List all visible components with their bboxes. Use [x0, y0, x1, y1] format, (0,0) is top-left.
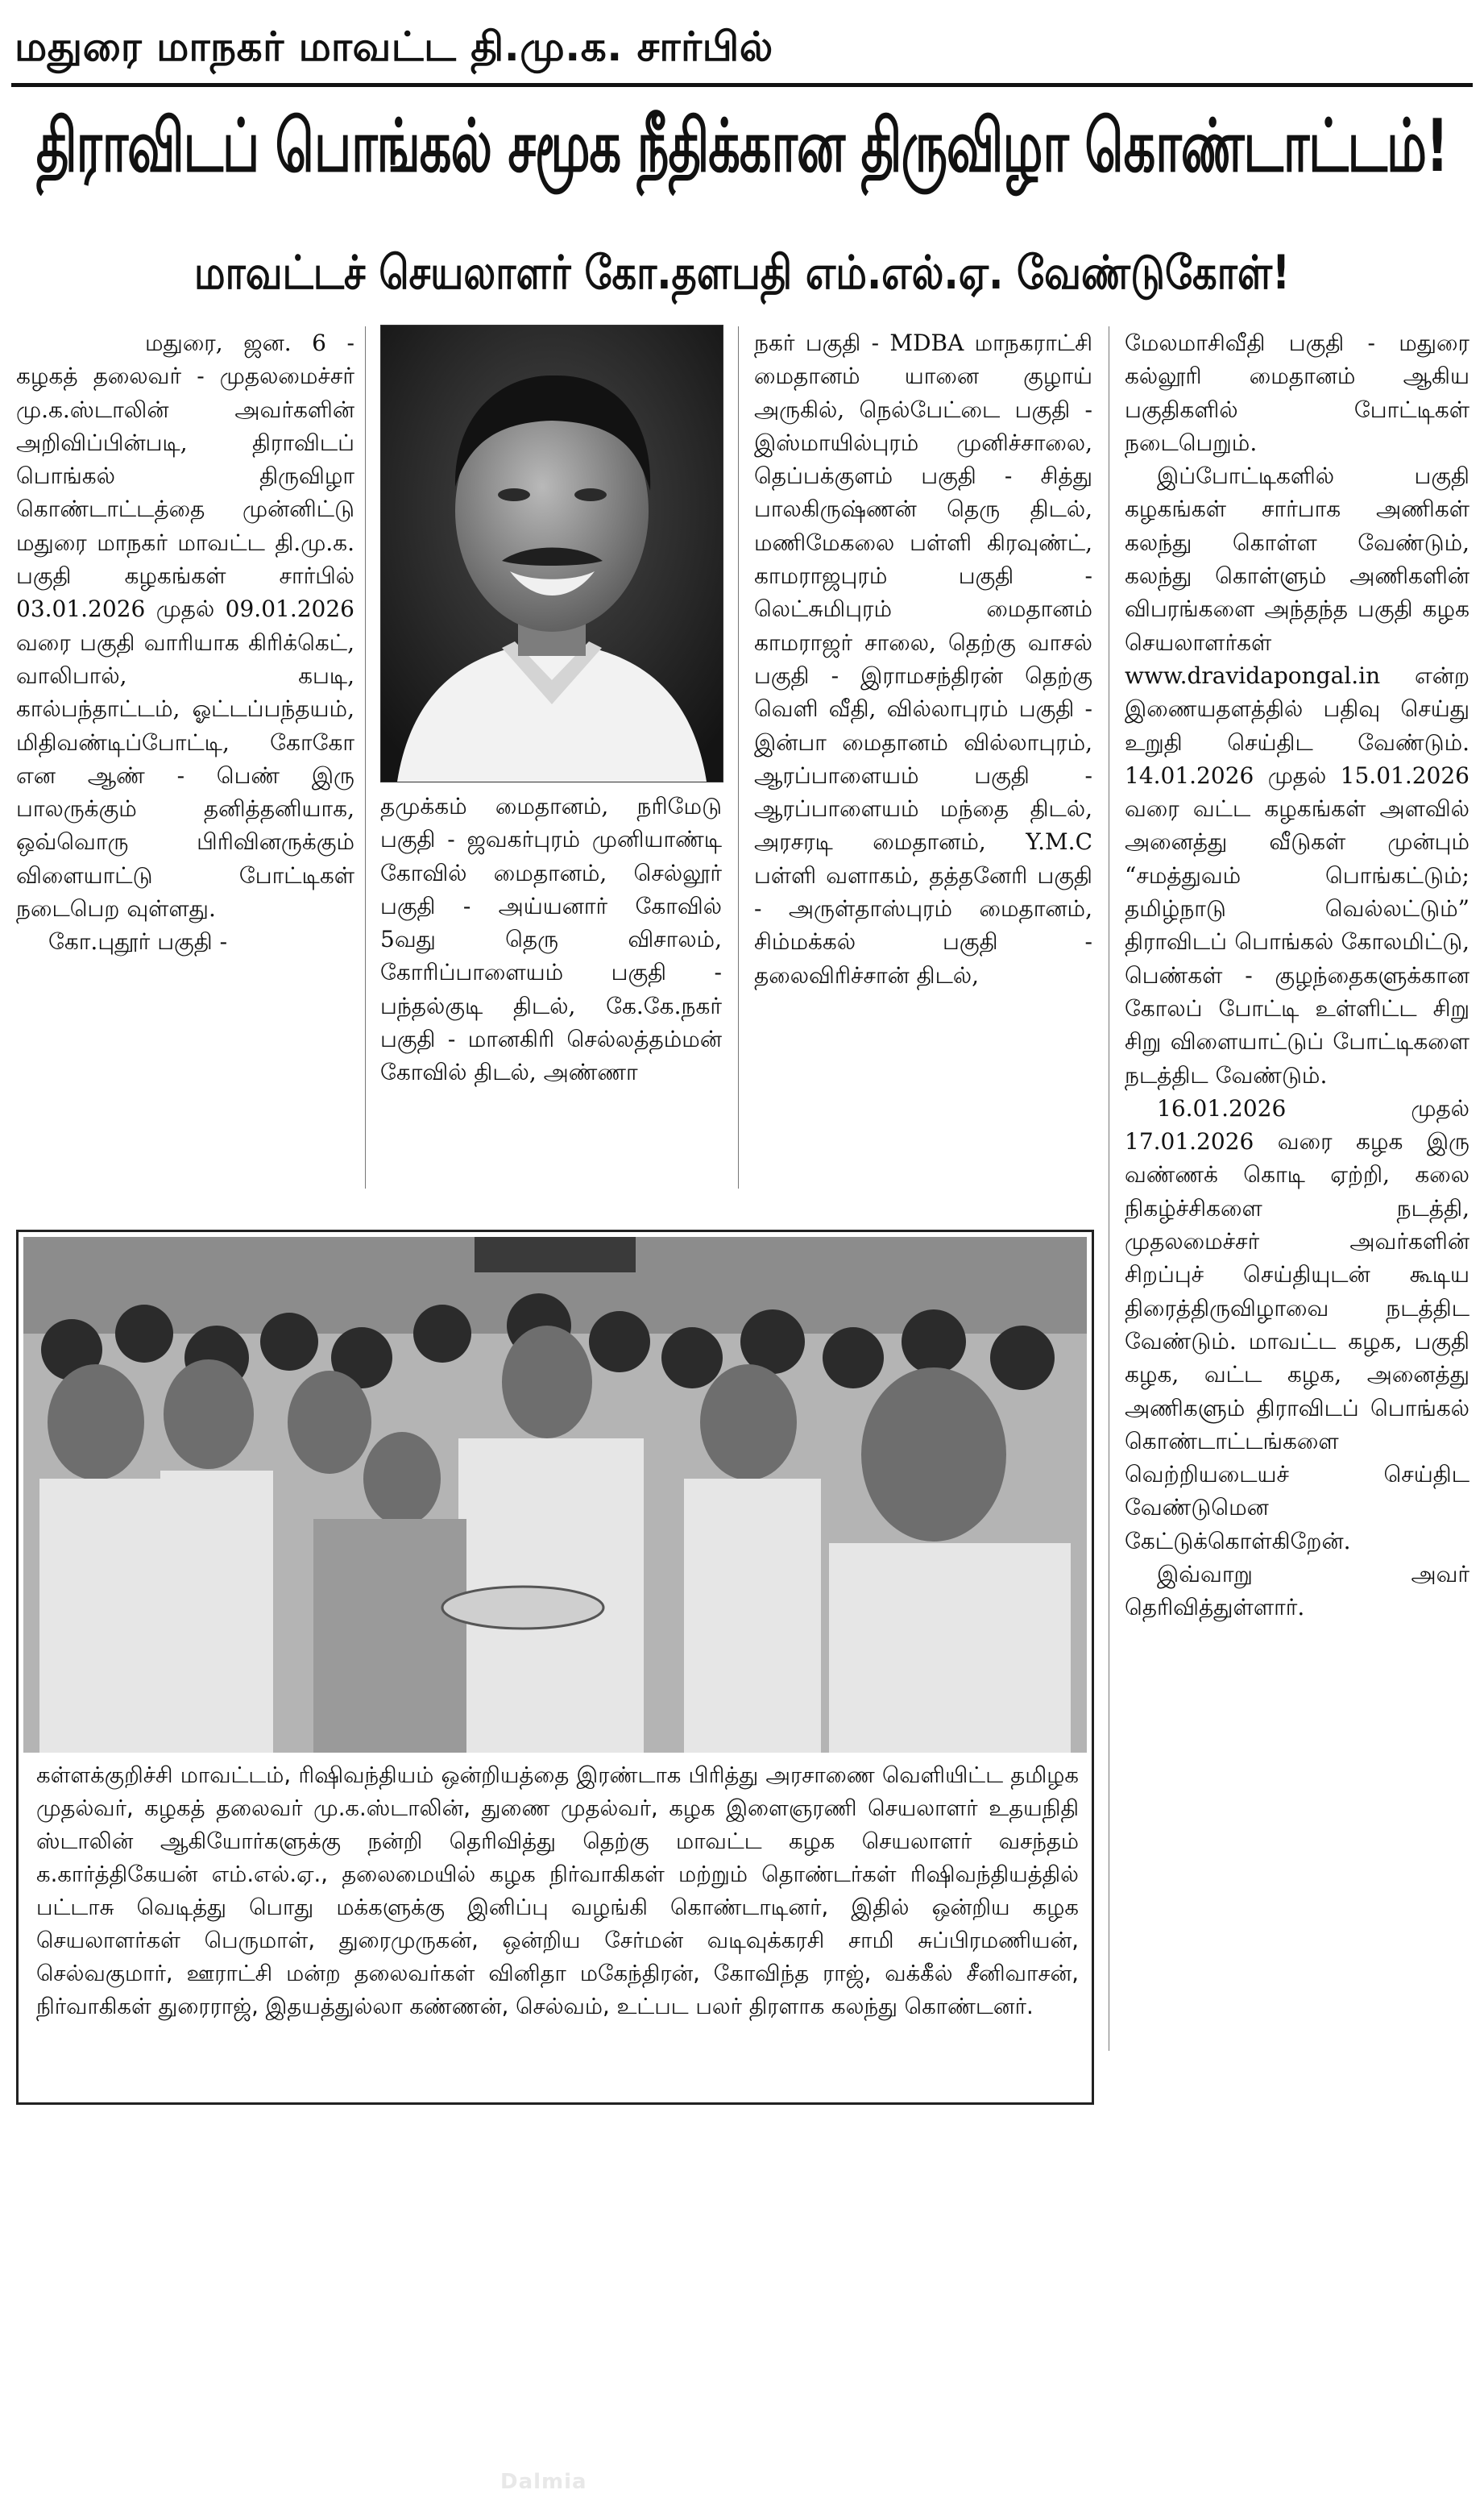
article-column-3 — [754, 326, 1092, 1197]
kicker-title: மதுரை மாநகர் மாவட்ட தி.மு.க. சார்பில் — [15, 23, 773, 70]
column-divider — [738, 326, 739, 1189]
article-paragraph: மதுரை, ஜன. 6 - கழகத் தலைவர் - முதலமைச்சர் மு.க.ஸ்டாலின் அவர்களின் அறிவிப்பின்படி, திராவிடப் பொங்கல் திருவிழா கொண்டாட்டத்தை முன்னிட்டு மதுரை மாநகர் மாவட்ட தி.மு.க. பகுதி கழகங்கள் சார்பில் 03.01.2026 முதல் 09.01.2026 வரை பகுதி வாரியாக கிரிக்கெட், வாலிபால், கபடி, கால்பந்தாட்டம், ஓட்டப்பந்தயம், மிதிவண்டிப்போட்டி, கோகோ என ஆண் - பெண் இரு பாலருக்கும் தனித்தனியாக, ஒவ்வொரு பிரிவினருக்கும் விளையாட்டு போட்டிகள் நடைபெற வுள்ளது. — [16, 330, 354, 923]
group-photo — [23, 1237, 1087, 1753]
photo-caption: கள்ளக்குறிச்சி மாவட்டம், ரிஷிவந்தியம் ஒன்றியத்தை இரண்டாக பிரித்து அரசாணை வெளியிட்ட தமிழக முதல்வர், கழகத் தலைவர் மு.க.ஸ்டாலின், துணை முதல்வர், கழக இளைஞரணி செயலாளர் உதயநிதி ஸ்டாலின் ஆகியோர்களுக்கு நன்றி தெரிவித்து தெற்கு மாவட்ட கழக செயலாளர் வசந்தம் க.கார்த்திகேயன் எம்.எல்.ஏ., தலைமையில் கழக நிர்வாகிகள் மற்றும் தொண்டர்கள் ரிஷிவந்தியத்தில் பட்டாசு வெடித்து பொது மக்களுக்கு இனிப்பு வழங்கி கொண்டாடினர், இதில் ஒன்றிய கழக செயலாளர்கள் பெருமாள், துரைமுருகன், ஒன்றிய சேர்மன் வடிவுக்கரசி சாமி சுப்பிரமணியன், செல்வகுமார், ஊராட்சி மன்ற தலைவர்கள் வினிதா மகேந்திரன், கோவிந்த ராஜ், வக்கீல் சீனிவாசன், நிர்வாகிகள் துரைராஜ், இதயத்துல்லா கண்ணன், செல்வம், உட்பட பலர் திரளாக கலந்து கொண்டனர். — [36, 1762, 1079, 2019]
portrait-illustration — [381, 326, 723, 782]
headline: திராவிடப் பொங்கல் சமூக நீதிக்கான திருவிழா கொண்டாட்டம்! — [35, 103, 1449, 189]
article-sign-off: இவ்வாறு அவர் தெரிவித்துள்ளார். — [1125, 1560, 1469, 1621]
article-paragraph: மேலமாசிவீதி பகுதி - மதுரை கல்லூரி மைதானம் ஆகிய பகுதிகளில் போட்டிகள் நடைபெறும். — [1125, 330, 1469, 456]
article-column-4 — [1125, 326, 1469, 2067]
article-column-1 — [16, 326, 354, 1197]
group-photo-box — [16, 1230, 1094, 2494]
article-paragraph: தமுக்கம் மைதானம், நரிமேடு பகுதி - ஜவகர்புரம் முனியாண்டி கோவில் மைதானம், செல்லூர் பகுதி - அய்யனார் கோவில் 5வது தெரு விசாலம், கோரிப்பாளையம் பகுதி - பந்தல்குடி திடல், கே.கே.நகர் பகுதி - மானகிரி செல்லத்தம்மன் கோவில் திடல், அண்ணா — [380, 793, 722, 1086]
subheadline: மாவட்டச் செயலாளர் கோ.தளபதி எம்.எல்.ஏ. வேண்டுகோள்! — [193, 246, 1291, 301]
article-paragraph: இப்போட்டிகளில் பகுதி கழகங்கள் சார்பாக அணிகள் கலந்து கொள்ள வேண்டும், கலந்து கொள்ளும் அணிகளின் விபரங்களை அந்தந்த பகுதி கழக செயலாளர்கள் www.dravidapongal.in என்ற இணையதளத்தில் பதிவு செய்து உறுதி செய்திட வேண்டும். 14.01.2026 முதல் 15.01.2026 வரை வட்ட கழகங்கள் அளவில் அனைத்து வீடுகள் முன்பும் “சமத்துவம் பொங்கட்டும்; தமிழ்நாடு வெல்லட்டும்” திராவிடப் பொங்கல் கோலமிட்டு, பெண்கள் - குழந்தைகளுக்கான கோலப் போட்டி உள்ளிட்ட சிறு சிறு விளையாட்டுப் போட்டிகளை நடத்திட வேண்டும். — [1125, 463, 1469, 1089]
portrait-photo — [380, 325, 723, 782]
crowd-illustration — [23, 1237, 1087, 1753]
column-divider — [365, 326, 366, 1189]
shop-banner-text: Dalmia — [500, 2470, 587, 2494]
article-column-2 — [380, 790, 722, 1197]
kicker-underline — [11, 83, 1473, 87]
article-paragraph: 16.01.2026 முதல் 17.01.2026 வரை கழக இரு வண்ணக் கொடி ஏற்றி, கலை நிகழ்ச்சிகளை நடத்தி, முதலமைச்சர் அவர்களின் சிறப்புச் செய்தியுடன் கூடிய திரைத்திருவிழாவை நடத்திட வேண்டும். மாவட்ட கழக, பகுதி கழக, வட்ட கழக, அனைத்து அணிகளும் திராவிடப் பொங்கல் கொண்டாட்டங்களை வெற்றியடையச் செய்திட வேண்டுமென கேட்டுக்கொள்கிறேன். — [1125, 1094, 1469, 1554]
article-paragraph: நகர் பகுதி - MDBA மாநகராட்சி மைதானம் யானை குழாய் அருகில், நெல்பேட்டை பகுதி - இஸ்மாயில்புரம் முனிச்சாலை, தெப்பக்குளம் பகுதி - சித்து பாலகிருஷ்ணன் தெரு திடல், மணிமேகலை பள்ளி கிரவுண்ட், காமராஜபுரம் பகுதி - லெட்சுமிபுரம் மைதானம் காமராஜர் சாலை, தெற்கு வாசல் பகுதி - இராமசந்திரன் தெற்கு வெளி வீதி, வில்லாபுரம் பகுதி - இன்பா மைதானம் வில்லாபுரம், ஆரப்பாளையம் பகுதி - ஆரப்பாளையம் மந்தை திடல், அரசரடி மைதானம், Y.M.C பள்ளி வளாகம், தத்தனேரி பகுதி - அருள்தாஸ்புரம் மைதானம், சிம்மக்கல் பகுதி - தலைவிரிச்சான் திடல், — [754, 330, 1092, 989]
article-paragraph: கோ.புதூர் பகுதி - — [48, 928, 228, 956]
